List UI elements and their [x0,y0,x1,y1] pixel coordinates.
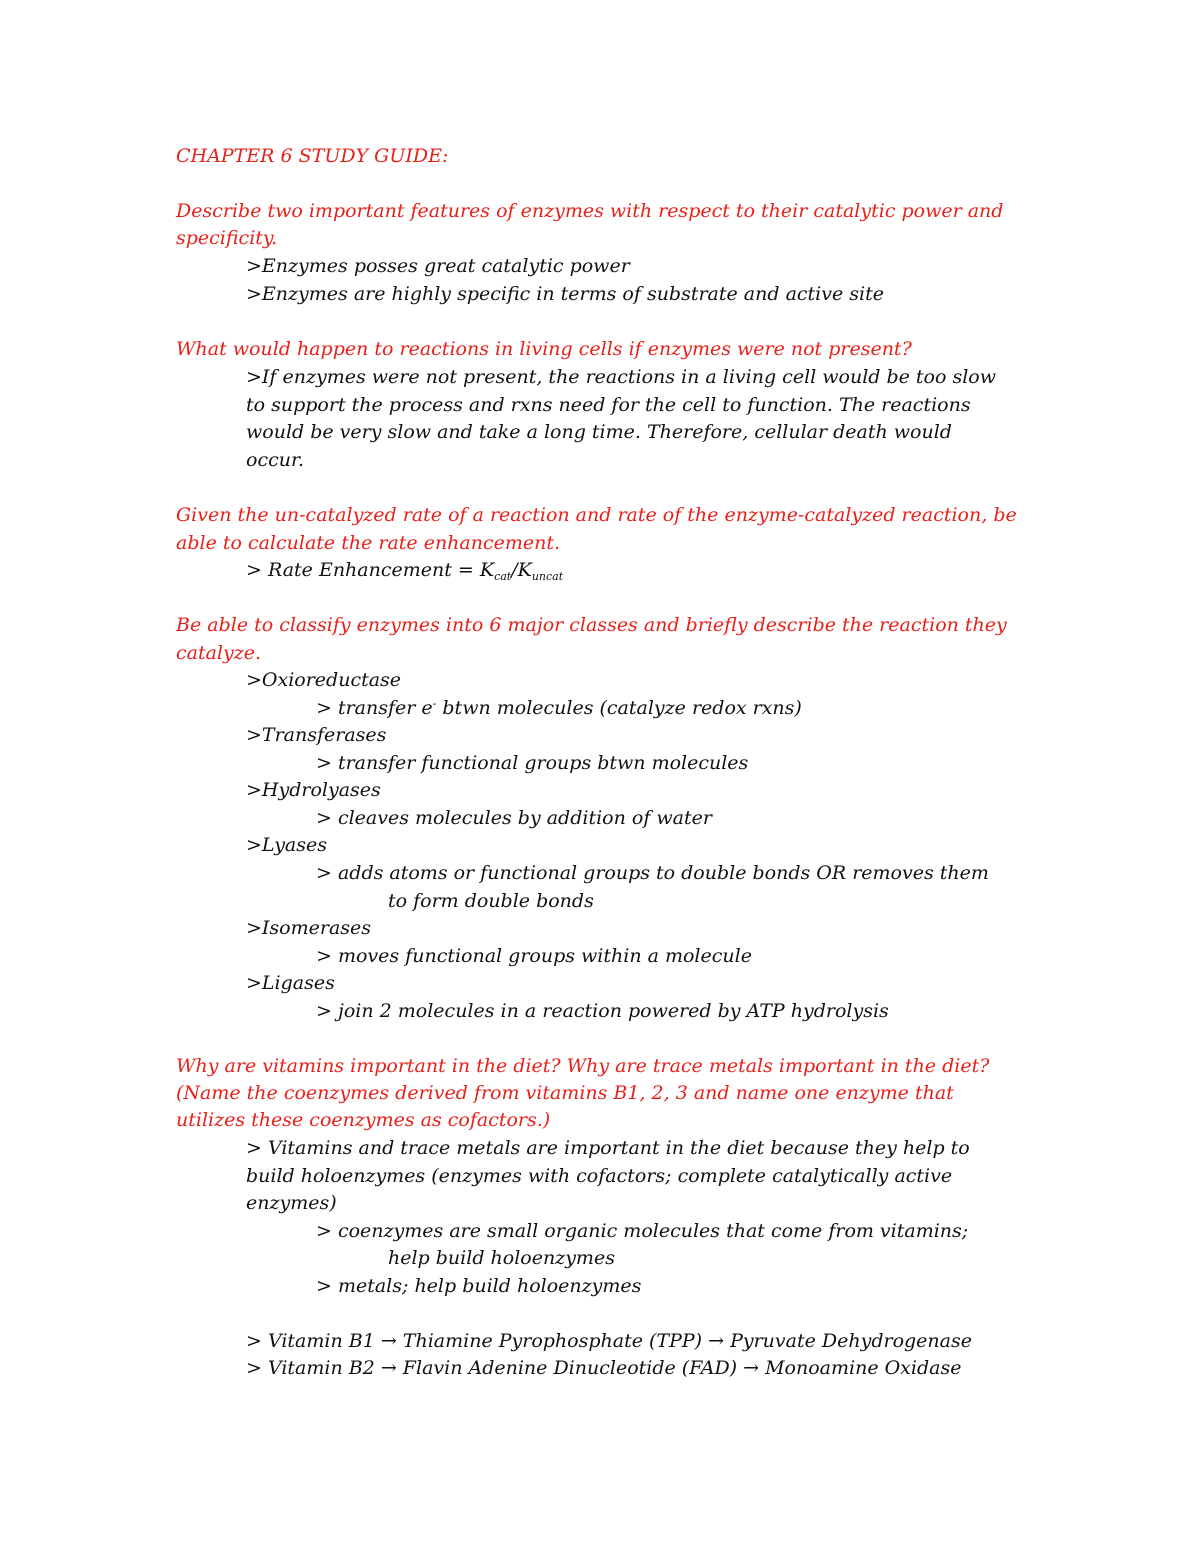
answer-2-line-2: to support the process and rxns need for the cell to function. The reactions [246,394,971,416]
coenzyme-line-1: > coenzymes are small organic molecules that come from vitamins; [316,1220,969,1242]
enzyme-class-4-desc-line-1: > adds atoms or functional groups to double bonds OR removes them [316,862,989,884]
answer-1-item-1: >Enzymes posses great catalytic power [246,255,630,277]
class-1-desc-b: btwn molecules (catalyze redox rxns) [436,697,802,719]
vitamin-b1-line: > Vitamin B1 → Thiamine Pyrophosphate (TPP) → Pyruvate Dehydrogenase [246,1330,972,1352]
enzyme-class-6: >Ligases [246,972,335,994]
subscript-uncat: uncat [531,570,564,583]
question-1-line-2: specificity. [176,227,278,249]
answer-1-item-2: >Enzymes are highly specific in terms of substrate and active site [246,283,884,305]
electron-superscript: - [432,697,437,710]
question-3-line-2: able to calculate the rate enhancement. [176,532,561,554]
question-4-line-2: catalyze. [176,642,262,664]
page-title: CHAPTER 6 STUDY GUIDE: [176,145,449,167]
vitamin-b2-line: > Vitamin B2 → Flavin Adenine Dinucleotide (FAD) → Monoamine Oxidase [246,1357,962,1379]
question-5-line-3: utilizes these coenzymes as cofactors.) [176,1109,551,1131]
enzyme-class-3-desc: > cleaves molecules by addition of water [316,807,712,829]
answer-2-line-1: >If enzymes were not present, the reactions in a living cell would be too slow [246,366,997,388]
enzyme-class-5-desc: > moves functional groups within a molecule [316,945,752,967]
enzyme-class-2: >Transferases [246,724,387,746]
enzyme-class-1-desc [316,695,802,722]
answer-5-line-3: enzymes) [246,1192,337,1214]
enzyme-class-2-desc: > transfer functional groups btwn molecules [316,752,749,774]
question-3-line-1: Given the un-catalyzed rate of a reaction and rate of the enzyme-catalyzed reaction, be [176,504,1017,526]
formula-slash: /K [511,559,532,581]
coenzyme-line-2: help build holoenzymes [388,1247,615,1269]
answer-5-line-2: build holoenzymes (enzymes with cofactors; complete catalytically active [246,1165,953,1187]
enzyme-class-3: >Hydrolyases [246,779,381,801]
question-2: What would happen to reactions in living cells if enzymes were not present? [176,338,912,360]
enzyme-class-5: >Isomerases [246,917,372,939]
question-4-line-1: Be able to classify enzymes into 6 major classes and briefly describe the reaction they [176,614,1007,636]
class-1-desc-a: > transfer e [316,697,433,719]
answer-2-line-3: would be very slow and take a long time. Therefore, cellular death would [246,421,952,443]
enzyme-class-4-desc-line-2: to form double bonds [388,890,594,912]
answer-5-line-1: > Vitamins and trace metals are important in the diet because they help to [246,1137,970,1159]
subscript-cat: cat [494,570,512,583]
formula-prefix: > Rate Enhancement = K [246,559,495,581]
enzyme-class-6-desc: > join 2 molecules in a reaction powered by ATP hydrolysis [316,1000,889,1022]
answer-2-line-4: occur. [246,449,304,471]
enzyme-class-1: >Oxioreductase [246,669,402,691]
enzyme-class-4: >Lyases [246,834,328,856]
metals-line: > metals; help build holoenzymes [316,1275,642,1297]
question-5-line-1: Why are vitamins important in the diet? Why are trace metals important in the diet? [176,1055,990,1077]
question-1-line-1: Describe two important features of enzymes with respect to their catalytic power and [176,200,1004,222]
question-5-line-2: (Name the coenzymes derived from vitamins B1, 2, 3 and name one enzyme that [176,1082,954,1104]
rate-enhancement-formula [246,557,563,584]
